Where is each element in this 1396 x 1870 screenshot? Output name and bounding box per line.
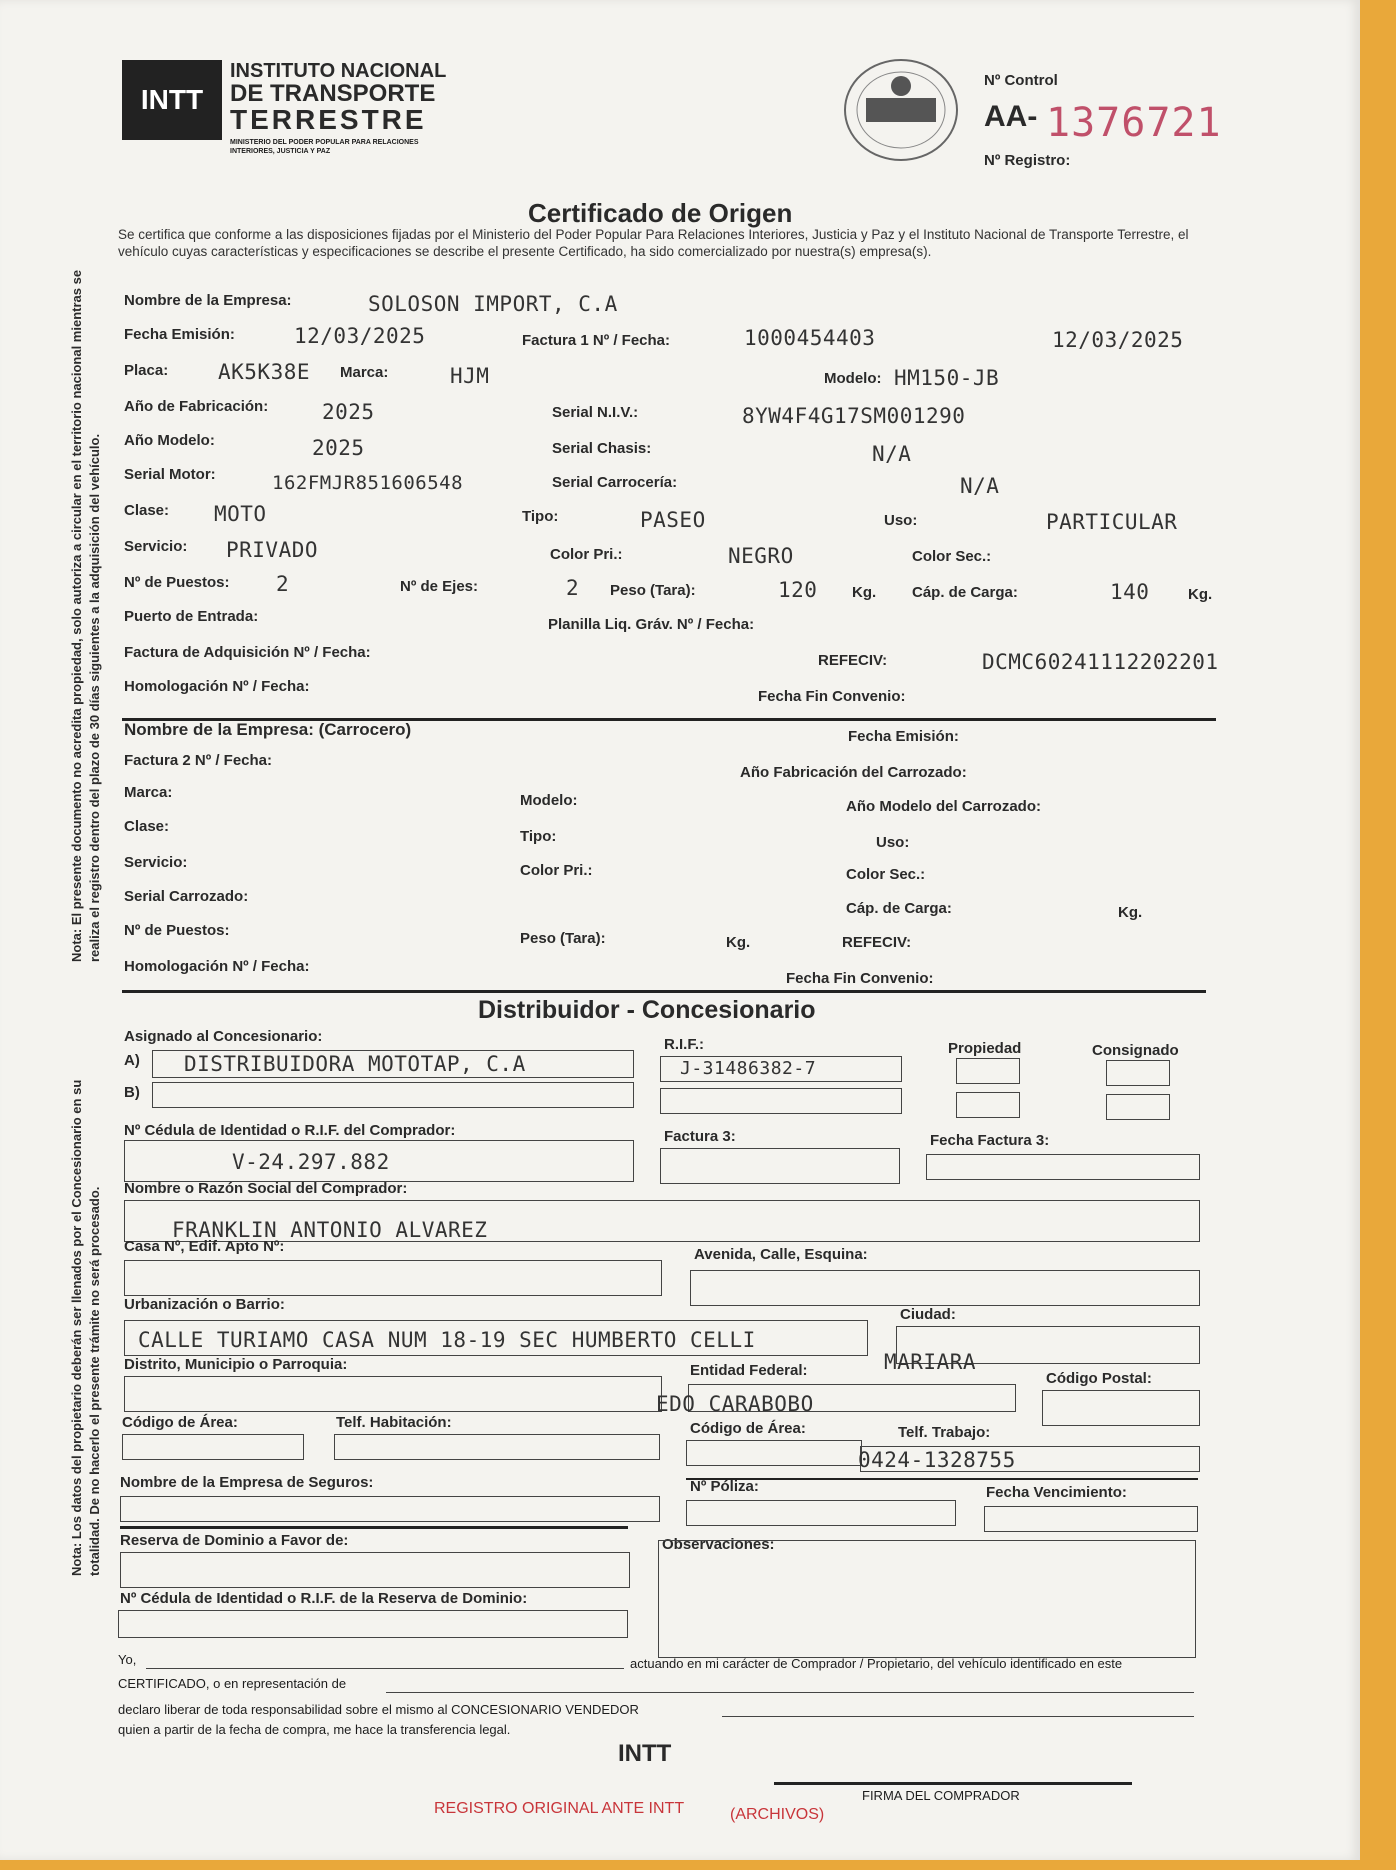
- reserva-cedula-label: Nº Cédula de Identidad o R.I.F. de la Reserva de Dominio:: [120, 1590, 528, 1607]
- signature-line[interactable]: [774, 1782, 1132, 1785]
- factura3-field[interactable]: [660, 1148, 900, 1184]
- section-divider-4: [120, 1526, 628, 1529]
- chasis-value: N/A: [872, 442, 912, 466]
- carroceria-label: Serial Carrocería:: [552, 474, 678, 491]
- asignado-label: Asignado al Concesionario:: [124, 1028, 323, 1045]
- concesionario-a-value: DISTRIBUIDORA MOTOTAP, C.A: [184, 1052, 526, 1076]
- placa-value: AK5K38E: [218, 360, 311, 384]
- carrocero-marca-label: Marca:: [124, 784, 173, 801]
- control-prefix: AA-: [984, 100, 1038, 133]
- observaciones-field[interactable]: [658, 1540, 1196, 1658]
- fecha-emision-label: Fecha Emisión:: [124, 326, 235, 343]
- seguros-label: Nombre de la Empresa de Seguros:: [120, 1474, 374, 1491]
- ejes-value: 2: [566, 576, 580, 600]
- intt-logo: INTT: [122, 60, 222, 140]
- servicio-label: Servicio:: [124, 538, 188, 555]
- registro-stamp: REGISTRO ORIGINAL ANTE INTT: [434, 1800, 685, 1817]
- empresa-value: SOLOSON IMPORT, C.A: [368, 292, 618, 316]
- side-note-bottom: Nota: Los datos del propietario deberán ser llenados por el Concesionario en su totalidad. De no hacerlo el presente trámite no será procesado.: [69, 1079, 102, 1576]
- marca-label: Marca:: [340, 364, 389, 381]
- entidad-value: EDO CARABOBO: [656, 1392, 814, 1416]
- carrocero-color-pri-label: Color Pri.:: [520, 862, 593, 879]
- nombre-value: FRANKLIN ANTONIO ALVAREZ: [172, 1218, 488, 1242]
- color-pri-label: Color Pri.:: [550, 546, 623, 563]
- reserva-cedula-field[interactable]: [118, 1610, 628, 1638]
- urbanizacion-value: CALLE TURIAMO CASA NUM 18-19 SEC HUMBERTO CELLI: [138, 1328, 756, 1352]
- carrocero-anio-modelo-label: Año Modelo del Carrozado:: [846, 798, 1041, 815]
- propiedad-checkbox-b[interactable]: [956, 1092, 1020, 1118]
- niv-value: 8YW4F4G17SM001290: [742, 404, 966, 428]
- ministry-text: MINISTERIO DEL PODER POPULAR PARA RELACIONES INTERIORES, JUSTICIA Y PAZ: [230, 139, 419, 155]
- side-note-top: Nota: El presente documento no acredita propiedad, solo autoriza a circular en el territorio nacional mientras se realiza el registro dentro del plazo de 30 días siguientes a la adquisición del vehículo.: [69, 269, 102, 962]
- avenida-field[interactable]: [690, 1270, 1200, 1306]
- seal-icon: [842, 58, 960, 162]
- carrocero-carga-label: Cáp. de Carga:: [846, 900, 952, 917]
- ciudad-label: Ciudad:: [900, 1306, 956, 1323]
- section-divider-2: [122, 990, 1206, 993]
- carga-value: 140: [1110, 580, 1150, 604]
- carrocero-serial-label: Serial Carrozado:: [124, 888, 249, 905]
- carrocero-puestos-label: Nº de Puestos:: [124, 922, 230, 939]
- a-label: A): [124, 1052, 140, 1069]
- anio-fab-value: 2025: [322, 400, 375, 424]
- control-label: Nº Control: [984, 72, 1058, 89]
- representacion-line[interactable]: [386, 1692, 1194, 1693]
- carrocero-modelo-label: Modelo:: [520, 792, 578, 809]
- puerto-label: Puerto de Entrada:: [124, 608, 259, 625]
- distrito-field[interactable]: [124, 1376, 662, 1412]
- ejes-label: Nº de Ejes:: [400, 578, 479, 595]
- marca-value: HJM: [450, 364, 490, 388]
- rif-label: R.I.F.:: [664, 1036, 704, 1053]
- peso-value: 120: [778, 578, 818, 602]
- niv-label: Serial N.I.V.:: [552, 404, 639, 421]
- carrocero-anio-fab-label: Año Fabricación del Carrozado:: [740, 764, 967, 781]
- factura1-fecha-value: 12/03/2025: [1052, 328, 1184, 352]
- carga-label: Cáp. de Carga:: [912, 584, 1018, 601]
- motor-value: 162FMJR851606548: [272, 472, 464, 494]
- seguros-field[interactable]: [120, 1496, 660, 1522]
- declaration-yo: Yo,: [118, 1652, 137, 1667]
- fecha-emision-value: 12/03/2025: [294, 324, 426, 348]
- urbanizacion-label: Urbanización o Barrio:: [124, 1296, 285, 1313]
- registro-label: Nº Registro:: [984, 152, 1071, 169]
- carrocero-factura2-label: Factura 2 Nº / Fecha:: [124, 752, 273, 769]
- consignado-checkbox-b[interactable]: [1106, 1094, 1170, 1120]
- consignado-checkbox-a[interactable]: [1106, 1060, 1170, 1086]
- factura1-label: Factura 1 Nº / Fecha:: [522, 332, 671, 349]
- kg2-label: Kg.: [1188, 586, 1213, 603]
- distrito-label: Distrito, Municipio o Parroquia:: [124, 1356, 348, 1373]
- carrocero-homologacion-label: Homologación Nº / Fecha:: [124, 958, 310, 975]
- yo-line[interactable]: [146, 1668, 624, 1669]
- vencimiento-field[interactable]: [984, 1506, 1198, 1532]
- vencimiento-label: Fecha Vencimiento:: [986, 1484, 1127, 1501]
- servicio-value: PRIVADO: [226, 538, 319, 562]
- declaration-actuando: actuando en mi carácter de Comprador / Propietario, del vehículo identificado en este: [630, 1656, 1123, 1671]
- ciudad-value: MARIARA: [884, 1350, 977, 1374]
- fecha-factura3-field[interactable]: [926, 1154, 1200, 1180]
- uso-label: Uso:: [884, 512, 918, 529]
- puestos-value: 2: [276, 572, 290, 596]
- telf-trab-value: 0424-1328755: [858, 1448, 1016, 1472]
- tipo-value: PASEO: [640, 508, 706, 532]
- control-number: 1376721: [1046, 100, 1222, 146]
- postal-field[interactable]: [1042, 1390, 1200, 1426]
- carrocero-fecha-fin-label: Fecha Fin Convenio:: [786, 970, 934, 987]
- entidad-label: Entidad Federal:: [690, 1362, 808, 1379]
- carrocero-clase-label: Clase:: [124, 818, 170, 835]
- area2-label: Código de Área:: [690, 1420, 806, 1437]
- reserva-field[interactable]: [120, 1552, 630, 1588]
- consignado-label: Consignado: [1092, 1042, 1179, 1059]
- area1-label: Código de Área:: [122, 1414, 238, 1431]
- poliza-label: Nº Póliza:: [690, 1478, 759, 1495]
- clase-label: Clase:: [124, 502, 170, 519]
- institute-line3: TERRESTRE: [230, 104, 427, 135]
- clase-value: MOTO: [214, 502, 267, 526]
- carrocero-uso-label: Uso:: [876, 834, 910, 851]
- intt-label: INTT: [618, 1740, 672, 1767]
- telf-trab-label: Telf. Trabajo:: [898, 1424, 991, 1441]
- empresa-label: Nombre de la Empresa:: [124, 292, 292, 309]
- intro-text: Se certifica que conforme a las disposiciones fijadas por el Ministerio del Poder Popular Para Relaciones Interiores, Justicia y Paz y el Instituto Nacional de Transporte Terrestre, el vehículo cuyas características y especificaciones se describe el presente Certificado, ha sido comercializado por nuestra(s) empresa(s).: [118, 227, 1189, 259]
- modelo-label: Modelo:: [824, 370, 882, 387]
- color-sec-label: Color Sec.:: [912, 548, 992, 565]
- distribuidor-title: Distribuidor - Concesionario: [478, 996, 816, 1024]
- carrocero-kg-a: Kg.: [1118, 904, 1143, 921]
- page-title: Certificado de Origen: [528, 198, 793, 228]
- nombre-label: Nombre o Razón Social del Comprador:: [124, 1180, 408, 1197]
- propiedad-label: Propiedad: [948, 1040, 1022, 1057]
- kg1-label: Kg.: [852, 584, 877, 601]
- carroceria-value: N/A: [960, 474, 1000, 498]
- placa-label: Placa:: [124, 362, 169, 379]
- carrocero-peso-label: Peso (Tara):: [520, 930, 606, 947]
- color-pri-value: NEGRO: [728, 544, 794, 568]
- homologacion-label: Homologación Nº / Fecha:: [124, 678, 310, 695]
- rif-a-value: J-31486382-7: [680, 1058, 817, 1079]
- puestos-label: Nº de Puestos:: [124, 574, 230, 591]
- observaciones-label: Observaciones:: [662, 1536, 775, 1553]
- anio-modelo-value: 2025: [312, 436, 365, 460]
- firma-label: FIRMA DEL COMPRADOR: [862, 1788, 1020, 1803]
- telf-hab-field[interactable]: [334, 1434, 660, 1460]
- carrocero-fecha-emision-label: Fecha Emisión:: [848, 728, 959, 745]
- refeciv-value: DCMC60241112202201: [982, 650, 1219, 674]
- cedula-label: Nº Cédula de Identidad o R.I.F. del Comprador:: [124, 1122, 456, 1139]
- casa-field[interactable]: [124, 1260, 662, 1296]
- modelo-value: HM150-JB: [894, 366, 1000, 390]
- telf-hab-label: Telf. Habitación:: [336, 1414, 452, 1431]
- carrocero-servicio-label: Servicio:: [124, 854, 188, 871]
- tipo-label: Tipo:: [522, 508, 559, 525]
- b-label: B): [124, 1084, 140, 1101]
- poliza-field[interactable]: [686, 1500, 956, 1526]
- institute-line1: INSTITUTO NACIONAL: [230, 60, 447, 82]
- fecha-fin-label: Fecha Fin Convenio:: [758, 688, 906, 705]
- motor-label: Serial Motor:: [124, 466, 216, 483]
- peso-label: Peso (Tara):: [610, 582, 696, 599]
- refeciv-label: REFECIV:: [818, 652, 888, 669]
- chasis-label: Serial Chasis:: [552, 440, 652, 457]
- planilla-label: Planilla Liq. Gráv. Nº / Fecha:: [548, 616, 755, 633]
- institute-line2: DE TRANSPORTE: [230, 80, 436, 107]
- archivos-stamp: (ARCHIVOS): [730, 1806, 825, 1823]
- carrocero-kg-b: Kg.: [726, 934, 751, 951]
- carrocero-color-sec-label: Color Sec.:: [846, 866, 926, 883]
- factura1-value: 1000454403: [744, 326, 876, 350]
- reserva-label: Reserva de Dominio a Favor de:: [120, 1532, 349, 1549]
- anio-fab-label: Año de Fabricación:: [124, 398, 269, 415]
- area1-field[interactable]: [122, 1434, 304, 1460]
- declaration-certificado: CERTIFICADO, o en representación de: [118, 1676, 347, 1691]
- concesionario-b-field[interactable]: [152, 1082, 634, 1108]
- concesionario-line[interactable]: [722, 1716, 1194, 1717]
- fecha-factura3-label: Fecha Factura 3:: [930, 1132, 1050, 1149]
- factura-adq-label: Factura de Adquisición Nº / Fecha:: [124, 644, 371, 661]
- declaration-declaro: declaro liberar de toda responsabilidad sobre el mismo al CONCESIONARIO VENDEDOR: [118, 1702, 639, 1717]
- casa-label: Casa Nº, Edif. Apto Nº:: [124, 1238, 285, 1255]
- cedula-value: V-24.297.882: [232, 1150, 390, 1174]
- factura3-label: Factura 3:: [664, 1128, 736, 1145]
- rif-b-field[interactable]: [660, 1088, 902, 1114]
- avenida-label: Avenida, Calle, Esquina:: [694, 1246, 868, 1263]
- carrocero-refeciv-label: REFECIV:: [842, 934, 912, 951]
- section-divider-3: [686, 1478, 1198, 1480]
- anio-modelo-label: Año Modelo:: [124, 432, 215, 449]
- uso-value: PARTICULAR: [1046, 510, 1178, 534]
- carrocero-tipo-label: Tipo:: [520, 828, 557, 845]
- area2-field[interactable]: [686, 1440, 862, 1466]
- postal-label: Código Postal:: [1046, 1370, 1152, 1387]
- propiedad-checkbox-a[interactable]: [956, 1058, 1020, 1084]
- declaration-quien: quien a partir de la fecha de compra, me hace la transferencia legal.: [118, 1722, 511, 1737]
- carrocero-empresa-label: Nombre de la Empresa: (Carrocero): [124, 720, 412, 739]
